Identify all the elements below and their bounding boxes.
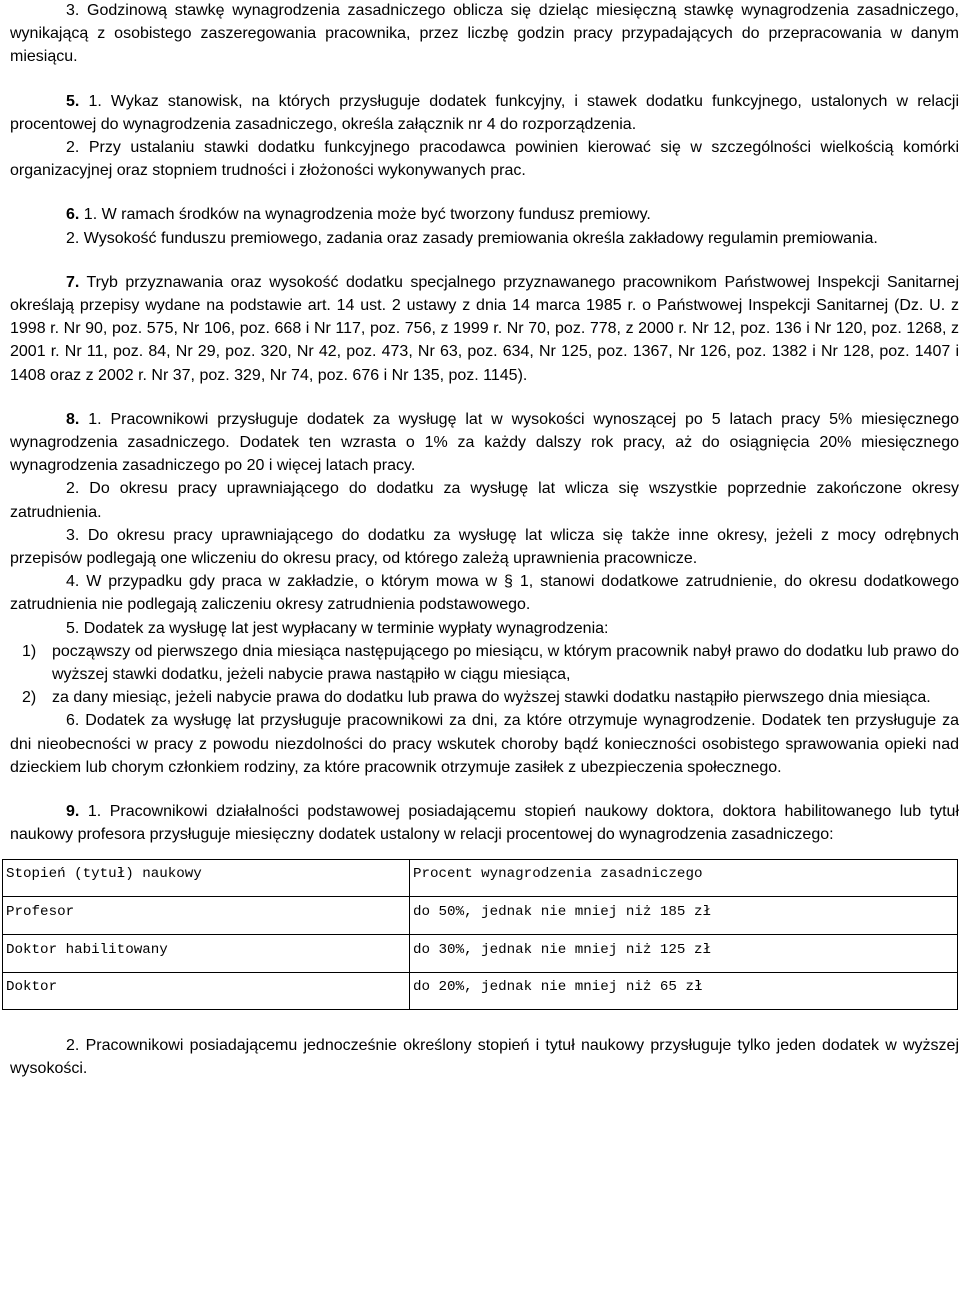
section-8-paragraph-6: 6. Dodatek za wysługę lat przysługuje pracownikowi za dni, za które otrzymuje wynagrodzenie. Dodatek ten przysługuje za dni nieobecności w pracy z powodu niezdolności do pracy wskutek choroby bądź konieczności osobistego sprawowania opieki nad dzieckiem lub chorym członkiem rodziny, za które pracownik otrzymuje zasiłek z ubezpieczenia społecznego. (10, 712, 959, 776)
table-header-row (3, 859, 958, 897)
section-6-paragraph-2: 2. Wysokość funduszu premiowego, zadania oraz zasady premiowania określa zakładowy regulamin premiowania. (66, 229, 878, 247)
section-7-paragraph-1 (10, 271, 959, 387)
table-cell (3, 972, 410, 1010)
section-5-paragraph-2: 2. Przy ustalaniu stawki dodatku funkcyjnego pracodawca powinien kierować się w szczególności wielkością komórki organizacyjnej oraz stopniem trudności i złożoności wykonywanych prac. (10, 139, 959, 180)
table-cell (3, 934, 410, 972)
table-row (3, 897, 958, 935)
section-5-paragraph-1-text: 1. Wykaz stanowisk, na których przysługuje dodatek funkcyjny, i stawek dodatku funkcyjnego, ustalonych w relacji procentowej do wynagrodzenia zasadniczego, określa załącznik nr 4 do rozporządzenia. (10, 92, 959, 133)
section-9-paragraph-1 (10, 800, 959, 846)
list-item (10, 686, 959, 709)
list-item-text: za dany miesiąc, jeżeli nabycie prawa do dodatku lub prawa do wyższej stawki dodatku nastąpiło pierwszego dnia miesiąca. (52, 689, 931, 707)
section-6-paragraph-1 (10, 203, 959, 226)
table-row (3, 934, 958, 972)
table-cell-text: do 30%, jednak nie mniej niż 125 zł (413, 941, 711, 958)
table-header-cell (3, 859, 410, 897)
list-item-text: począwszy od pierwszego dnia miesiąca następującego po miesiącu, w którym pracownik nabył prawo do dodatku lub prawo do wyższej stawki dodatku, jeżeli nabycie prawa nastąpiło w ciągu miesiąca, (52, 642, 959, 684)
table-header-text: Procent wynagrodzenia zasadniczego (413, 866, 703, 883)
academic-degree-table (2, 859, 958, 1011)
table-cell-text: do 20%, jednak nie mniej niż 65 zł (413, 979, 703, 996)
table-header-cell (410, 859, 958, 897)
table-cell-text: Doktor (6, 979, 58, 996)
section-5-paragraph-1 (10, 90, 959, 136)
section-9-paragraph-2: 2. Pracownikowi posiadającemu jednocześnie określony stopień i tytuł naukowy przysługuje tylko jeden dodatek w wyższej wysokości. (10, 1037, 959, 1078)
table-cell-text: Doktor habilitowany (6, 941, 168, 958)
table-header-text: Stopień (tytuł) naukowy (6, 866, 202, 883)
paragraph-3: 3. Godzinową stawkę wynagrodzenia zasadniczego oblicza się dzieląc miesięczną stawkę wynagrodzenia zasadniczego, wynikającą z osobistego zaszeregowania pracownika, przez liczbę godzin pracy przypadających do przepracowania w danym miesiącu. (10, 2, 959, 66)
section-8-paragraph-3: 3. Do okresu pracy uprawniającego do dodatku za wysługę lat wlicza się także inne okresy, jeżeli z mocy odrębnych przepisów podlegają one wliczeniu do okresu pracy, od którego zależą uprawnienia pracownicze. (10, 526, 959, 568)
section-8-paragraph-1 (10, 408, 959, 478)
section-8-number: 8. (66, 410, 80, 428)
table-cell (410, 897, 958, 935)
section-7-paragraph-1-text: Tryb przyznawania oraz wysokość dodatku specjalnego przyznawanego pracownikom Państwowej Inspekcji Sanitarnej określają przepisy wydane na podstawie art. 14 ust. 2 ustawy z dnia 14 marca 1985 r. o Państwowej Inspekcji Sanitarnej (Dz. U. z 1998 r. Nr 90, poz. 575, Nr 106, poz. 668 i Nr 117, poz. 756, z 1999 r. Nr 70, poz. 778, z 2000 r. Nr 12, poz. 136 i Nr 120, poz. 1268, z 2001 r. Nr 11, poz. 84, Nr 29, poz. 320, Nr 42, poz. 473, Nr 63, poz. 634, Nr 125, poz. 1367, Nr 126, poz. 1382 i Nr 128, poz. 1407 i 1408 oraz z 2002 r. Nr 37, poz. 329, Nr 74, poz. 676 i Nr 135, poz. 1145). (10, 273, 959, 384)
document-page (6, 0, 959, 1081)
section-6-paragraph-1-text: 1. W ramach środków na wynagrodzenia może być tworzony fundusz premiowy. (83, 206, 651, 224)
section-6-number: 6. (66, 206, 80, 224)
section-9-number: 9. (66, 803, 80, 821)
section-8-paragraph-4: 4. W przypadku gdy praca w zakładzie, o którym mowa w § 1, stanowi dodatkowe zatrudnienie, do okresu dodatkowego zatrudnienia nie podlegają zaliczeniu okresy zatrudnienia podstawowego. (10, 573, 959, 614)
list-item-marker: 2) (22, 689, 37, 707)
section-8-paragraph-1-text: 1. Pracownikowi przysługuje dodatek za wysługę lat w wysokości wynoszącej po 5 latach pracy 5% miesięcznego wynagrodzenia zasadniczego. Dodatek ten wzrasta o 1% za każdy dalszy rok pracy, aż do osiągnięcia 20% miesięcznego wynagrodzenia zasadniczego po 20 i więcej latach pracy. (10, 410, 959, 475)
list-item (10, 640, 959, 686)
table-cell-text: do 50%, jednak nie mniej niż 185 zł (413, 903, 711, 920)
section-8-list (10, 640, 959, 710)
list-item-marker: 1) (22, 642, 37, 660)
table-row (3, 972, 958, 1010)
section-9-paragraph-1-text: 1. Pracownikowi działalności podstawowej posiadającemu stopień naukowy doktora, doktora habilitowanego lub tytuł naukowy profesora przysługuje miesięczny dodatek ustalony w relacji procentowej do wynagrodzenia zasadniczego: (10, 803, 959, 844)
table-cell (410, 934, 958, 972)
section-5-number: 5. (66, 92, 80, 110)
section-8-paragraph-2: 2. Do okresu pracy uprawniającego do dodatku za wysługę lat wlicza się wszystkie poprzednie zakończone okresy zatrudnienia. (10, 480, 959, 521)
table-cell (3, 897, 410, 935)
table-cell (410, 972, 958, 1010)
section-7-number: 7. (66, 273, 80, 291)
table-cell-text: Profesor (6, 903, 75, 920)
section-8-paragraph-5: 5. Dodatek za wysługę lat jest wypłacany w terminie wypłaty wynagrodzenia: (66, 619, 609, 637)
